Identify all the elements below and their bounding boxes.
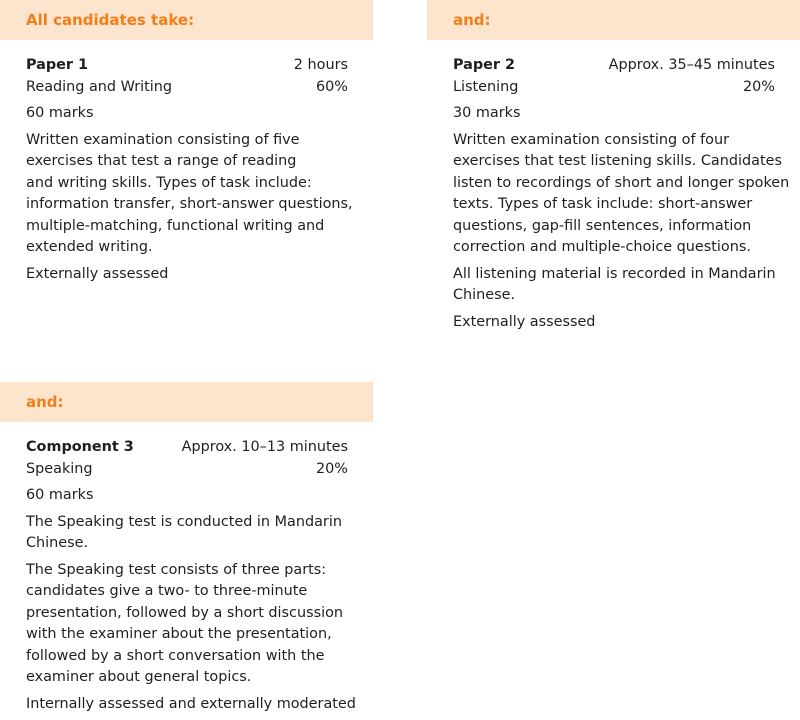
text-line: The Speaking test consists of three parts: [26, 561, 327, 578]
description-paragraph [26, 130, 353, 259]
weighting: 60% [316, 78, 348, 95]
panel-body [427, 40, 800, 333]
assessment-note [453, 312, 775, 334]
text-line: correction and multiple-choice questions. [453, 239, 751, 255]
assessment-note [26, 694, 356, 716]
subject: Reading and Writing [26, 78, 173, 95]
component-title: Component 3 [26, 439, 134, 455]
marks: 60 marks [26, 105, 94, 121]
text-line: presentation, followed by a short discussion [26, 604, 343, 621]
panel-component-3 [0, 382, 373, 715]
subject-row [26, 77, 348, 99]
marks: 60 marks [26, 487, 94, 503]
subject: Speaking [26, 460, 93, 477]
panel-body [0, 422, 373, 715]
panel-paper-2 [427, 0, 800, 333]
text-line: candidates give a two- to three-minute [26, 583, 308, 599]
title-row [453, 55, 775, 77]
text-line: examiner about general topics. [26, 669, 252, 685]
description-paragraph [453, 130, 790, 259]
subject-row [26, 459, 348, 481]
subject: Listening [453, 78, 519, 95]
duration: 2 hours [293, 57, 348, 73]
subject-row [453, 77, 775, 99]
title-row [26, 437, 348, 459]
text-line: information transfer, short-answer questions, [26, 196, 353, 212]
duration: Approx. 10–13 minutes [181, 439, 348, 455]
panel-header: and: [427, 0, 800, 40]
text-line: Chinese. [26, 535, 89, 551]
panel-header: and: [0, 382, 373, 422]
title-row [26, 55, 348, 77]
weighting: 20% [316, 460, 348, 477]
text-line: questions, gap-fill sentences, information [453, 217, 752, 234]
language-note [453, 264, 775, 307]
component-title: Paper 1 [26, 57, 89, 73]
weighting: 20% [743, 78, 775, 95]
text-line: followed by a short conversation with the [26, 647, 325, 664]
text-line: listen to recordings of short and longer spoken [453, 174, 790, 191]
text-line: extended writing. [26, 239, 153, 255]
text-line: and writing skills. Types of task include: [26, 174, 312, 191]
component-title: Paper 2 [453, 57, 516, 73]
text-line: Externally assessed [26, 265, 169, 282]
text-line: exercises that test listening skills. Candidates [453, 153, 782, 169]
text-line: Written examination consisting of five [26, 131, 300, 148]
text-line: Internally assessed and externally moderated [26, 695, 356, 712]
marks: 30 marks [453, 105, 521, 121]
duration: Approx. 35–45 minutes [608, 57, 775, 73]
description-paragraph [26, 560, 348, 689]
text-line: multiple-matching, functional writing and [26, 217, 325, 234]
text-line: Chinese. [453, 287, 516, 303]
text-line: Externally assessed [453, 313, 596, 330]
panel-paper-1 [0, 0, 373, 285]
text-line: The Speaking test is conducted in Mandarin [26, 513, 342, 530]
text-line: Written examination consisting of four [453, 131, 730, 148]
assessment-note [26, 264, 348, 286]
panel-header: All candidates take: [0, 0, 373, 40]
panel-body [0, 40, 373, 285]
text-line: exercises that test a range of reading [26, 153, 297, 169]
text-line: All listening material is recorded in Mandarin [453, 265, 776, 282]
text-line: with the examiner about the presentation, [26, 626, 332, 642]
text-line: texts. Types of task include: short-answer [453, 196, 753, 212]
language-note [26, 512, 348, 555]
